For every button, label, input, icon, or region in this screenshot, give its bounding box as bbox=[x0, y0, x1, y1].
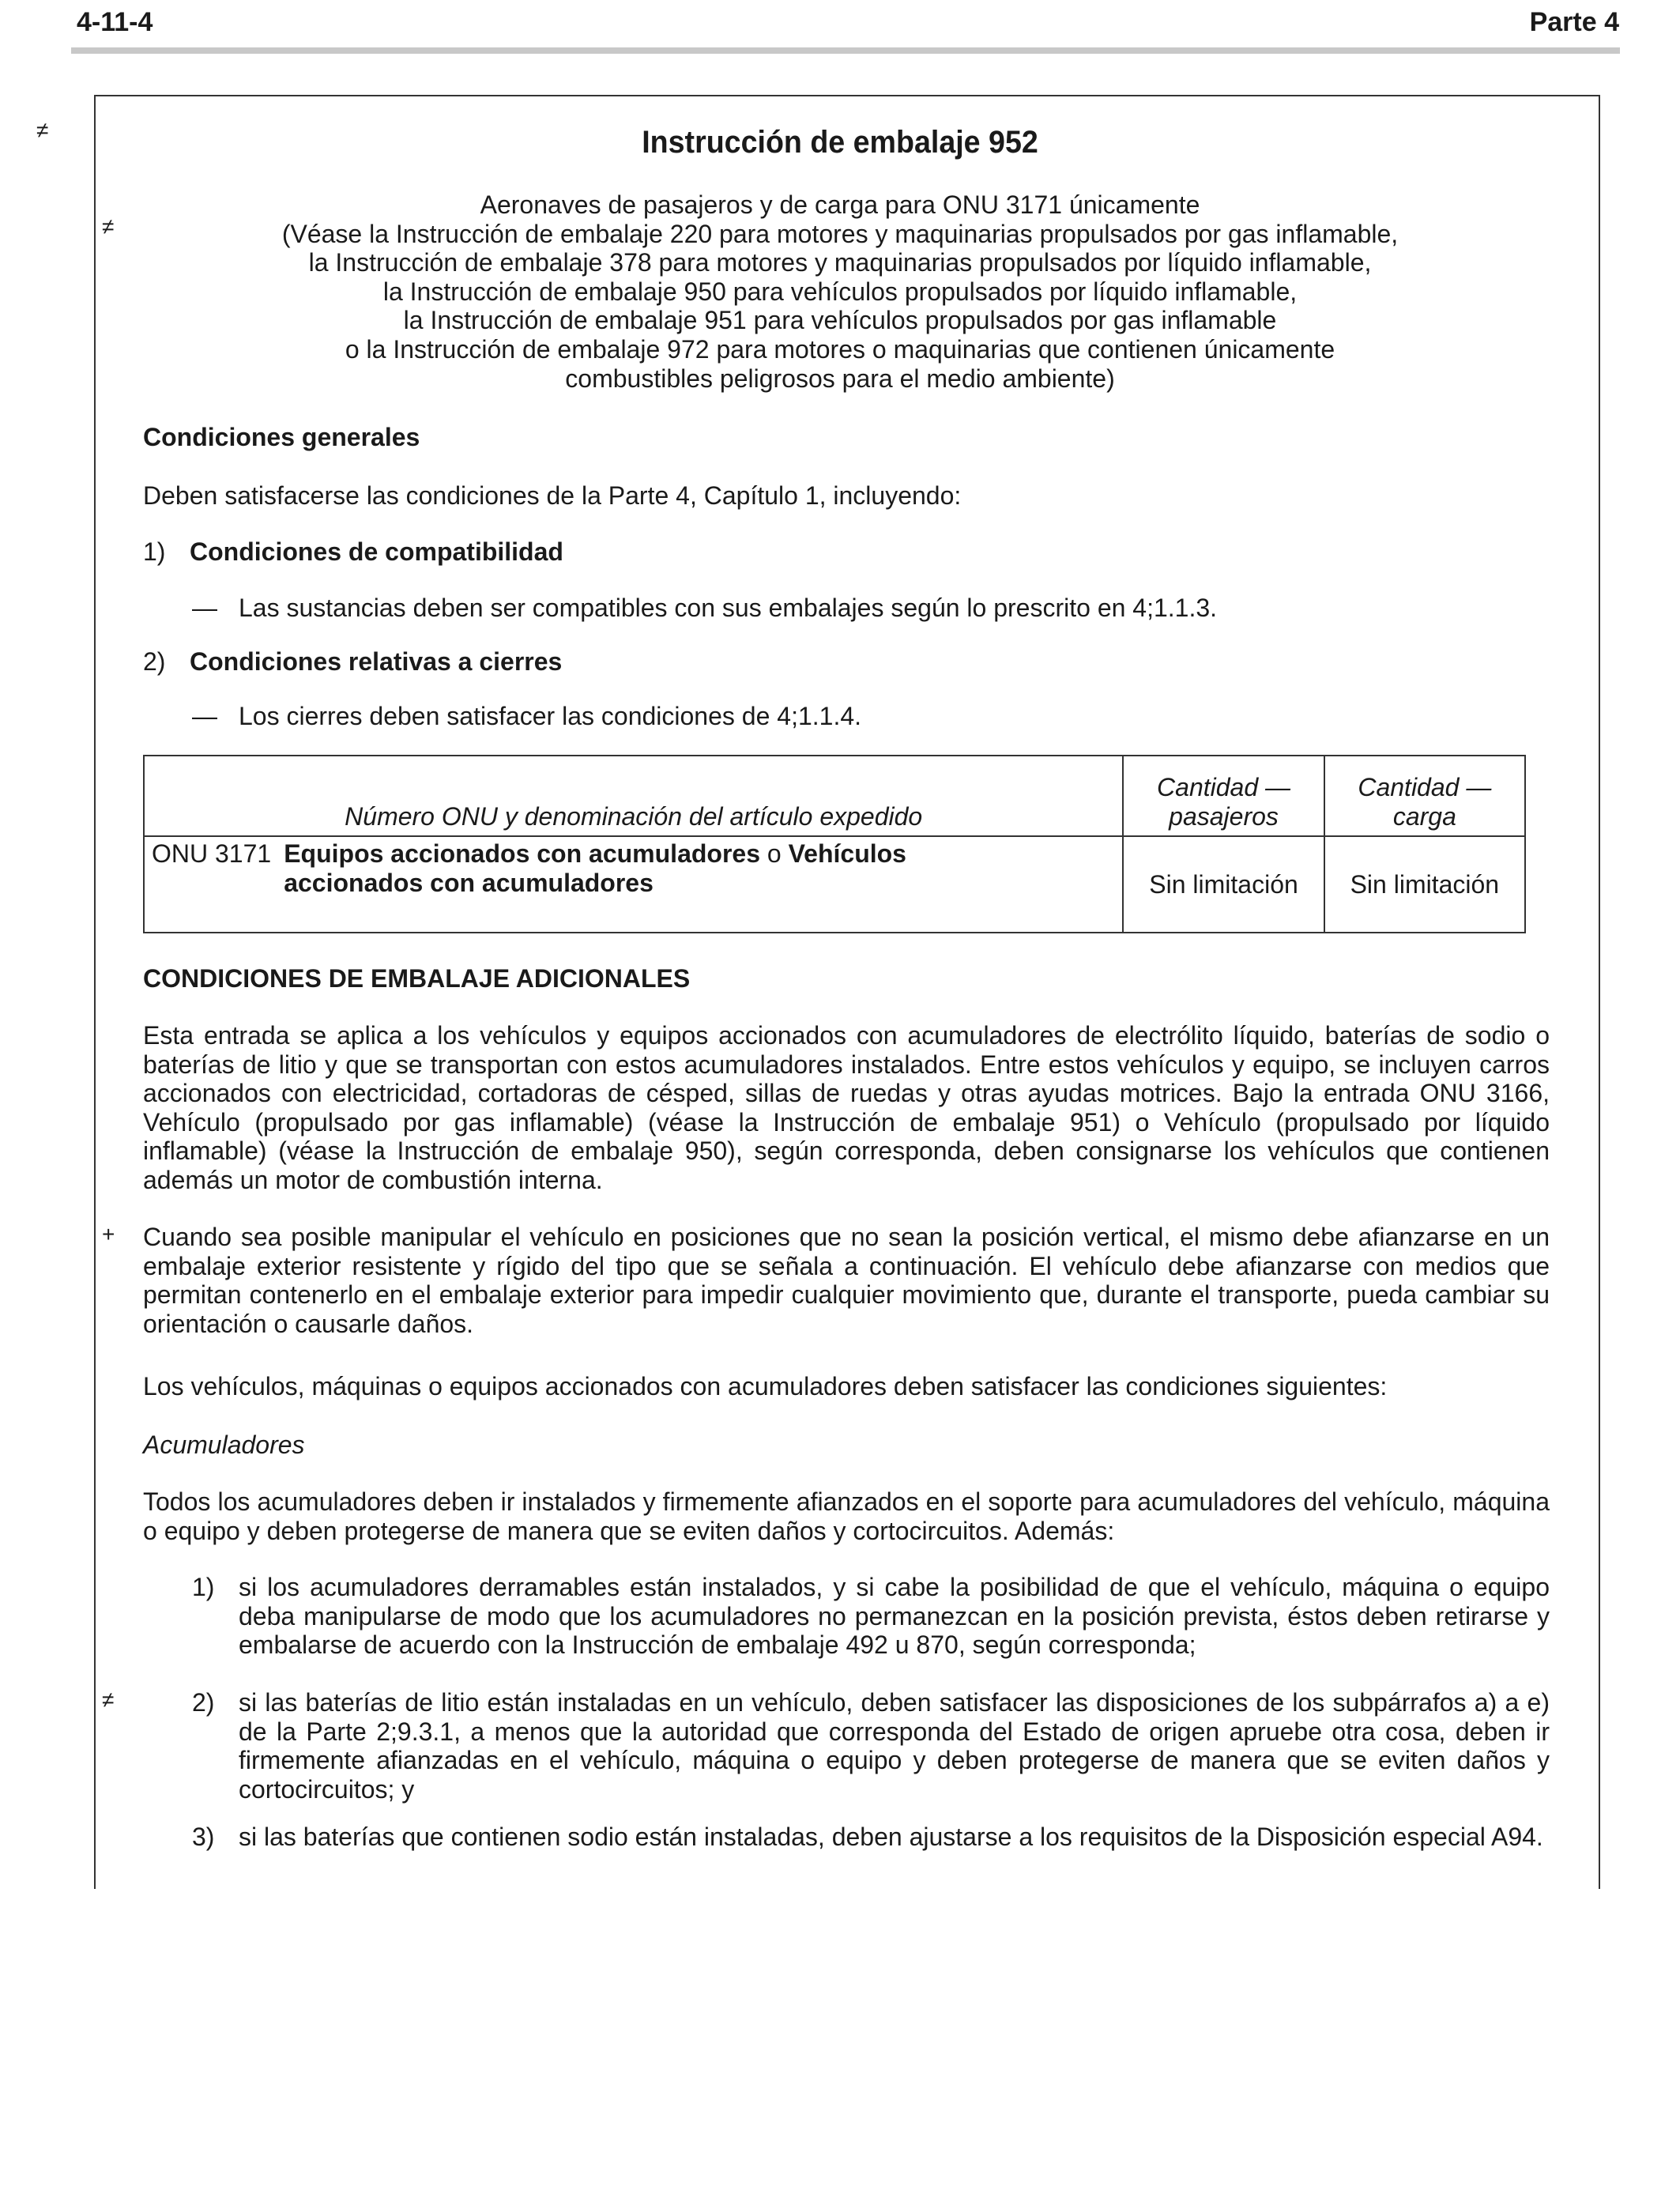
list-number: 3) bbox=[192, 1823, 215, 1851]
battery-item-1: si los acumuladores derramables están instalados, y si cabe la posibilidad de que el vehículo, máquina o equipo deba manipularse de modo que los acumuladores no permanezcan en la posición prevista, éstos deben retirarse y embalarse de acuerdo con la Instrucción de embalaje 492 u 870, según corresponda; bbox=[239, 1573, 1550, 1659]
batteries-subheading: Acumuladores bbox=[143, 1431, 305, 1459]
dash-bullet: — bbox=[192, 702, 217, 730]
subtitle-line: combustibles peligrosos para el medio ambiente) bbox=[565, 364, 1115, 393]
page-title: Instrucción de embalaje 952 bbox=[642, 125, 1038, 160]
un-name-connector: o bbox=[767, 839, 782, 868]
revision-mark-para2: + bbox=[102, 1222, 115, 1246]
revision-mark-subtitle: ≠ bbox=[102, 214, 115, 239]
additional-conditions-heading: CONDICIONES DE EMBALAJE ADICIONALES bbox=[143, 964, 691, 993]
dash-bullet: — bbox=[192, 594, 217, 622]
header-cargo-line2: carga bbox=[1392, 801, 1456, 831]
additional-para1: Esta entrada se aplica a los vehículos y equipos accionados con acumuladores de electrólito líquido, baterías de sodio o baterías de litio y que se transportan con estos acumuladores instalados. Entre estos vehículos y equipo, se incluyen carros accionados con electricidad, cortadoras de césped, sillas de ruedas y otras ayudas motrices. Bajo la entrada ONU 3166, Vehículo (propulsado por gas inflamable) (véase la Instrucción de embalaje 951) o Vehículo (propulsado por líquido inflamable) (véase la Instrucción de embalaje 950), según corresponda, deben consignarse los vehículos que contienen además un motor de combustión interna. bbox=[143, 1021, 1550, 1194]
un-number-table bbox=[143, 755, 1526, 933]
frame-top-border bbox=[94, 95, 1600, 96]
un-name-line2: accionados con acumuladores bbox=[284, 868, 654, 897]
battery-item-2: si las baterías de litio están instaladas en un vehículo, deben satisfacer las disposiciones de los subpárrafos a) a e) de la Parte 2;9.3.1, a menos que la autoridad que corresponda del Estado de origen apruebe otra cosa, deben ir firmemente afianzadas en el vehículo, máquina o equipo y deben protegerse de manera que se eviten daños y cortocircuitos; y bbox=[239, 1688, 1550, 1804]
table-header-row bbox=[144, 756, 1525, 836]
un-name-part2: Vehículos bbox=[788, 839, 906, 868]
subtitle-line: Aeronaves de pasajeros y de carga para ONU 3171 únicamente bbox=[480, 190, 1200, 219]
subtitle-line: la Instrucción de embalaje 378 para motores y maquinarias propulsados por líquido inflamable, bbox=[308, 248, 1372, 277]
compatibility-heading: Condiciones de compatibilidad bbox=[190, 537, 563, 566]
table-row bbox=[144, 836, 1525, 933]
additional-para3: Los vehículos, máquinas o equipos accionados con acumuladores deben satisfacer las condiciones siguientes: bbox=[143, 1372, 1388, 1400]
header-un-name: Número ONU y denominación del artículo expedido bbox=[144, 756, 1123, 836]
subtitle-block bbox=[0, 190, 1680, 393]
header-cargo-qty bbox=[1324, 756, 1525, 836]
un-code: ONU 3171 bbox=[152, 839, 272, 868]
header-passenger-line2: pasajeros bbox=[1169, 801, 1279, 831]
cargo-qty-value: Sin limitación bbox=[1324, 836, 1525, 933]
battery-item-3: si las baterías que contienen sodio están instaladas, deben ajustarse a los requisitos de la Disposición especial A94. bbox=[239, 1823, 1543, 1851]
passenger-qty-value: Sin limitación bbox=[1123, 836, 1324, 933]
revision-mark-item2: ≠ bbox=[102, 1687, 115, 1712]
list-number: 1) bbox=[143, 537, 166, 566]
compatibility-text: Las sustancias deben ser compatibles con sus embalajes según lo prescrito en 4;1.1.3. bbox=[239, 594, 1218, 622]
un-entry-cell bbox=[144, 836, 1123, 933]
part-label: Parte 4 bbox=[1529, 7, 1619, 37]
general-conditions-heading: Condiciones generales bbox=[143, 423, 420, 451]
page-number: 4-11-4 bbox=[77, 7, 153, 37]
subtitle-line: la Instrucción de embalaje 950 para vehículos propulsados por líquido inflamable, bbox=[382, 277, 1298, 306]
un-name bbox=[284, 839, 906, 897]
closures-text: Los cierres deben satisfacer las condiciones de 4;1.1.4. bbox=[239, 702, 862, 730]
list-number: 2) bbox=[192, 1688, 215, 1717]
batteries-para: Todos los acumuladores deben ir instalados y firmemente afianzados en el soporte para acumuladores del vehículo, máquina o equipo y deben protegerse de manera que se eviten daños y cortocircuitos. Además: bbox=[143, 1487, 1550, 1545]
header-passenger-qty bbox=[1123, 756, 1324, 836]
revision-mark-title: ≠ bbox=[36, 118, 49, 142]
header-passenger-line1: Cantidad — bbox=[1157, 773, 1291, 801]
header-cargo-line1: Cantidad — bbox=[1358, 773, 1492, 801]
list-number: 1) bbox=[192, 1573, 215, 1601]
general-conditions-intro: Deben satisfacerse las condiciones de la Parte 4, Capítulo 1, incluyendo: bbox=[143, 481, 962, 510]
subtitle-line: la Instrucción de embalaje 951 para vehículos propulsados por gas inflamable bbox=[403, 306, 1277, 335]
un-name-part1: Equipos accionados con acumuladores bbox=[284, 839, 760, 868]
additional-para2: Cuando sea posible manipular el vehículo en posiciones que no sean la posición vertical, el mismo debe afianzarse en un embalaje exterior resistente y rígido del tipo que se señala a continuación. El vehículo debe afianzarse con medios que permitan contenerlo en el embalaje exterior para impedir cualquier movimiento que, durante el transporte, pueda cambiar su orientación o causarle daños. bbox=[143, 1223, 1550, 1338]
header-rule bbox=[71, 47, 1620, 54]
closures-heading: Condiciones relativas a cierres bbox=[190, 647, 563, 676]
subtitle-line: (Véase la Instrucción de embalaje 220 para motores y maquinarias propulsados por gas inflamable, bbox=[281, 219, 1399, 248]
list-number: 2) bbox=[143, 647, 166, 676]
subtitle-line: o la Instrucción de embalaje 972 para motores o maquinarias que contienen únicamente bbox=[345, 334, 1335, 364]
